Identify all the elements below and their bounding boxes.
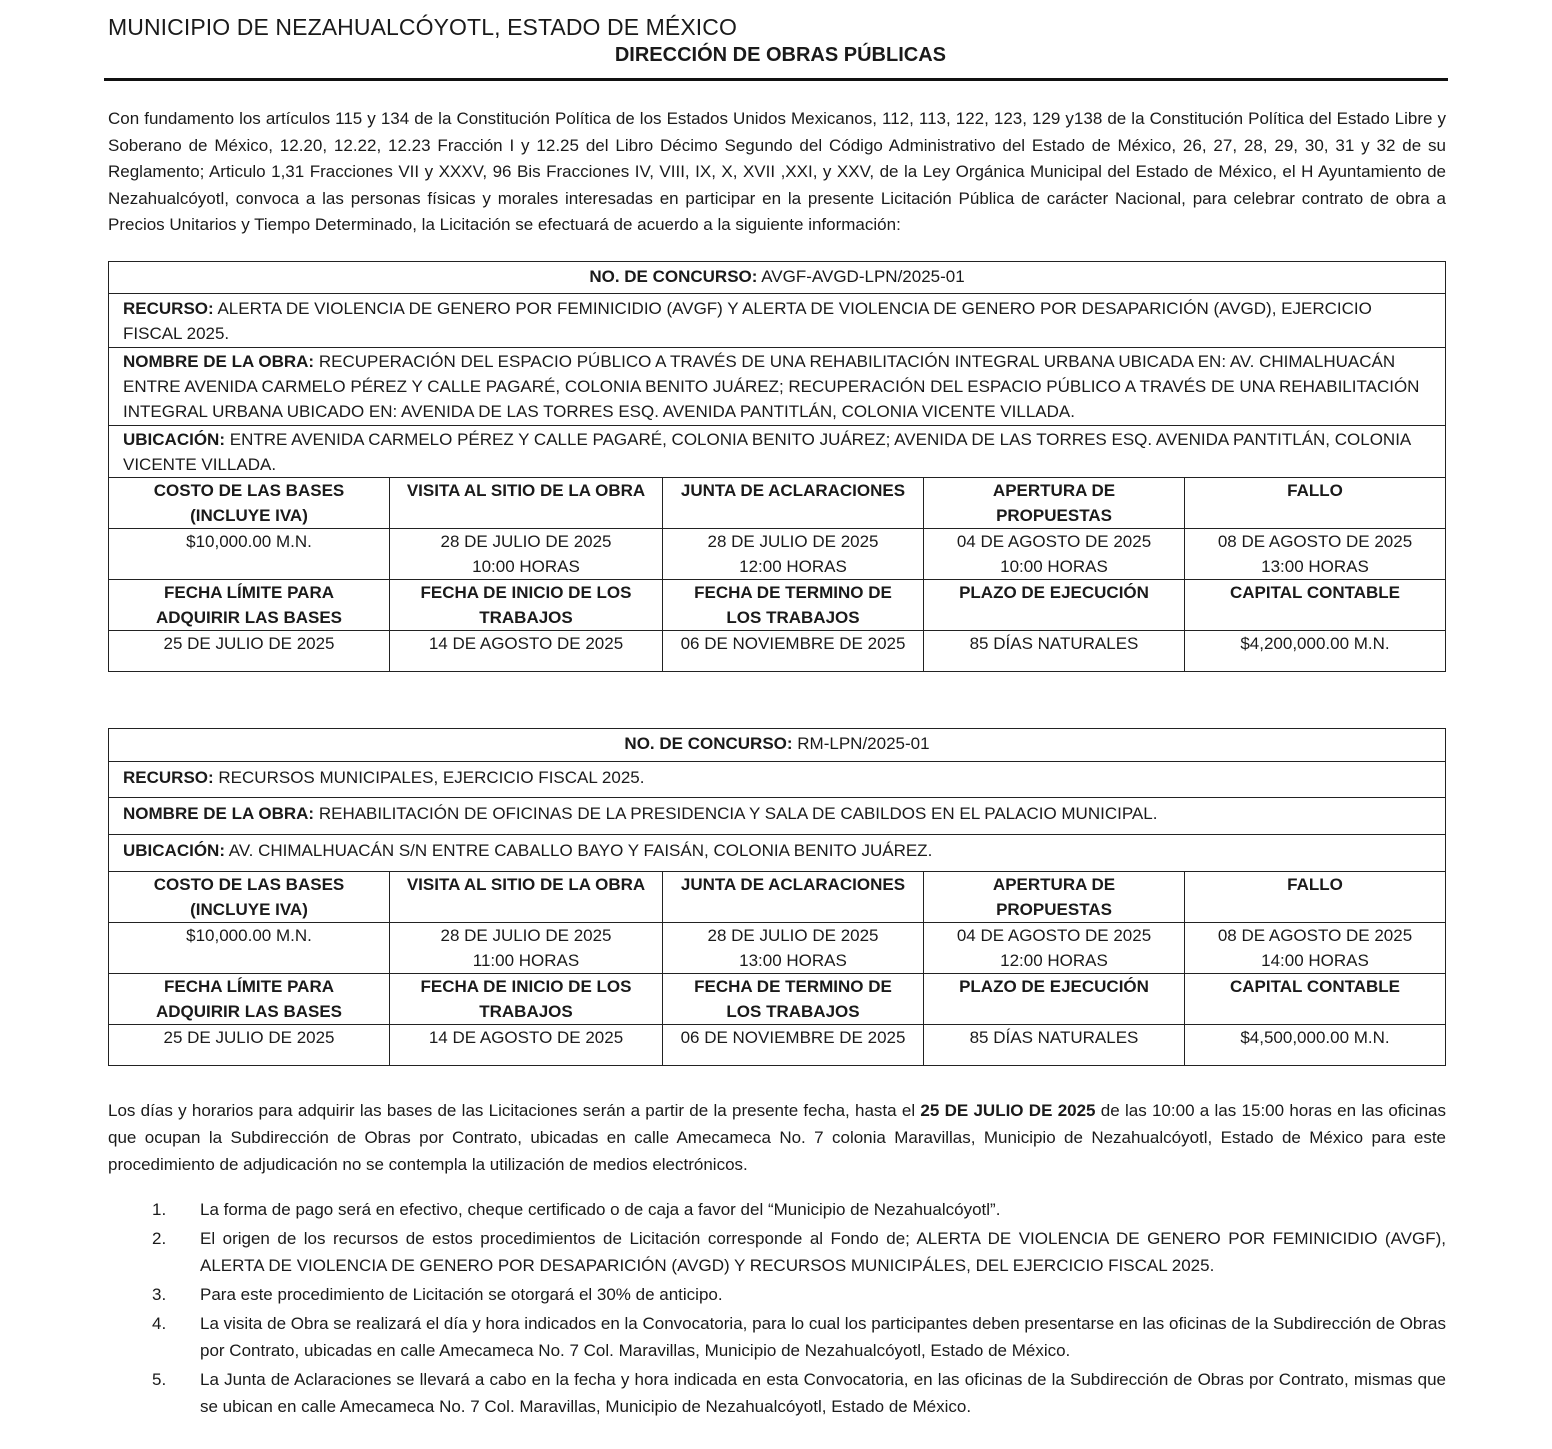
header-limite: FECHA LÍMITE PARA ADQUIRIR LAS BASES [109,974,390,1025]
value-capital: $4,500,000.00 M.N. [1185,1025,1446,1066]
value-visita: 28 DE JULIO DE 2025 10:00 HORAS [390,529,663,580]
header-apertura: APERTURA DE PROPUESTAS [924,872,1185,923]
department-title: DIRECCIÓN DE OBRAS PÚBLICAS [614,44,946,66]
recurso-cell: RECURSO: RECURSOS MUNICIPALES, EJERCICIO FISCAL 2025. [109,762,1446,798]
ubicacion-text: ENTRE AVENIDA CARMELO PÉREZ Y CALLE PAGARÉ, COLONIA BENITO JUÁREZ; AVENIDA DE LAS TORRES ESQ. AVENIDA PANTITLÁN, COLONIA VICENTE VILLADA. [123,430,1411,474]
document-header [108,12,1446,68]
obra-name-text: RECUPERACIÓN DEL ESPACIO PÚBLICO A TRAVÉS DE UNA REHABILITACIÓN INTEGRAL URBANA UBICADA EN: AV. CHIMALHUACÁN ENTRE AVENIDA CARMELO PÉREZ Y CALLE PAGARÉ, COLONIA BENITO JUÁREZ; RECUPERACIÓN DEL ESPACIO PÚBLICO A TRAVÉS DE UNA REHABILITACIÓN INTEGRAL URBANA UBICADO EN: AVENIDA DE LAS TORRES ESQ. AVENIDA PANTITLÁN, COLONIA VICENTE VILLADA. [123,352,1420,421]
list-item: 5. La Junta de Aclaraciones se llevará a cabo en la fecha y hora indicada en esta Convocatoria, en las oficinas de la Subdirección de Obras por Contrato, mismas que se ubican en calle Amecameca No. 7 Col. Maravillas, Municipio de Nezahualcóyotl, Estado de México. [152,1370,1446,1416]
obra-name-text: REHABILITACIÓN DE OFICINAS DE LA PRESIDENCIA Y SALA DE CABILDOS EN EL PALACIO MUNICIPAL. [318,804,1158,823]
concurso-table-2 [108,728,1446,1066]
header-junta: JUNTA DE ACLARACIONES [663,478,924,529]
value-limite: 25 DE JULIO DE 2025 [109,1025,390,1066]
value-apertura: 04 DE AGOSTO DE 2025 12:00 HORAS [924,923,1185,974]
concurso-number-cell: NO. DE CONCURSO: RM-LPN/2025-01 [109,729,1446,762]
header-visita: VISITA AL SITIO DE LA OBRA [390,872,663,923]
header-plazo: PLAZO DE EJECUCIÓN [924,974,1185,1025]
header-costo: COSTO DE LAS BASES (INCLUYE IVA) [109,872,390,923]
municipality-title: MUNICIPIO DE NEZAHUALCÓYOTL, ESTADO DE MÉXICO [108,14,737,40]
list-item: 2. El origen de los recursos de estos procedimientos de Licitación corresponde al Fondo de; ALERTA DE VIOLENCIA DE GENERO POR FEMINICIDIO (AVGF), ALERTA DE VIOLENCIA DE GENERO POR DESAPARICIÓN (AVGD) Y RECURSOS MUNICIPÁLES, DEL EJERCICIO FISCAL 2025. [152,1229,1446,1275]
list-item: 4. La visita de Obra se realizará el día y hora indicados en la Convocatoria, para lo cual los participantes deben presentarse en las oficinas de la Subdirección de Obras por Contrato, ubicadas en calle Amecameca No. 7 Col. Maravillas, Municipio de Nezahualcóyotl, Estado de México. [152,1314,1446,1360]
header-termino: FECHA DE TERMINO DE LOS TRABAJOS [663,580,924,631]
value-apertura: 04 DE AGOSTO DE 2025 10:00 HORAS [924,529,1185,580]
bases-deadline: 25 DE JULIO DE 2025 [920,1101,1096,1120]
value-fallo: 08 DE AGOSTO DE 2025 14:00 HORAS [1185,923,1446,974]
header-plazo: PLAZO DE EJECUCIÓN [924,580,1185,631]
header-fallo: FALLO [1185,872,1446,923]
header-apertura: APERTURA DE PROPUESTAS [924,478,1185,529]
ubicacion-text: AV. CHIMALHUACÁN S/N ENTRE CABALLO BAYO Y FAISÁN, COLONIA BENITO JUÁREZ. [228,841,933,860]
value-termino: 06 DE NOVIEMBRE DE 2025 [663,631,924,672]
header-inicio: FECHA DE INICIO DE LOS TRABAJOS [390,580,663,631]
concurso-number-cell: NO. DE CONCURSO: AVGF-AVGD-LPN/2025-01 [109,262,1446,294]
value-capital: $4,200,000.00 M.N. [1185,631,1446,672]
obra-name-cell: NOMBRE DE LA OBRA: RECUPERACIÓN DEL ESPACIO PÚBLICO A TRAVÉS DE UNA REHABILITACIÓN INTEGRAL URBANA UBICADA EN: AV. CHIMALHUACÁN ENTRE AVENIDA CARMELO PÉREZ Y CALLE PAGARÉ, COLONIA BENITO JUÁREZ; RECUPERACIÓN DEL ESPACIO PÚBLICO A TRAVÉS DE UNA REHABILITACIÓN INTEGRAL URBANA UBICADO EN: AVENIDA DE LAS TORRES ESQ. AVENIDA PANTITLÁN, COLONIA VICENTE VILLADA. [109,348,1446,426]
header-capital: CAPITAL CONTABLE [1185,580,1446,631]
value-inicio: 14 DE AGOSTO DE 2025 [390,631,663,672]
list-item: 1. La forma de pago será en efectivo, cheque certificado o de caja a favor del “Municipio de Nezahualcóyotl”. [152,1200,1001,1219]
ubicacion-cell: UBICACIÓN: ENTRE AVENIDA CARMELO PÉREZ Y CALLE PAGARÉ, COLONIA BENITO JUÁREZ; AVENIDA DE LAS TORRES ESQ. AVENIDA PANTITLÁN, COLONIA VICENTE VILLADA. [109,426,1446,478]
value-junta: 28 DE JULIO DE 2025 13:00 HORAS [663,923,924,974]
recurso-text: ALERTA DE VIOLENCIA DE GENERO POR FEMINICIDIO (AVGF) Y ALERTA DE VIOLENCIA DE GENERO POR DESAPARICIÓN (AVGD), EJERCICIO FISCAL 2025. [123,299,1372,343]
header-limite: FECHA LÍMITE PARA ADQUIRIR LAS BASES [109,580,390,631]
header-junta: JUNTA DE ACLARACIONES [663,872,924,923]
value-termino: 06 DE NOVIEMBRE DE 2025 [663,1025,924,1066]
recurso-text: RECURSOS MUNICIPALES, EJERCICIO FISCAL 2025. [218,768,645,787]
value-limite: 25 DE JULIO DE 2025 [109,631,390,672]
intro-paragraph: Con fundamento los artículos 115 y 134 de la Constitución Política de los Estados Unidos Mexicanos, 112, 113, 122, 123, 129 y138 de la Constitución Política del Estado Libre y Soberano de México, 12.20, 12.22, 12.23 Fracción I y 12.25 del Libro Décimo Segundo del Código Administrativo del Estado de México, 26, 27, 28, 29, 30, 31 y 32 de su Reglamento; Articulo 1,31 Fracciones VII y XXXV, 96 Bis Fracciones IV, VIII, IX, X, XVII ,XXI, y XXV, de la Ley Orgánica Municipal del Estado de México, el H Ayuntamiento de Nezahualcóyotl, convoca a las personas físicas y morales interesadas en participar en la presente Licitación Pública de carácter Nacional, para celebrar contrato de obra a Precios Unitarios y Tiempo Determinado, la Licitación se efectuará de acuerdo a la siguiente información: [108,109,1446,234]
header-capital: CAPITAL CONTABLE [1185,974,1446,1025]
header-termino: FECHA DE TERMINO DE LOS TRABAJOS [663,974,924,1025]
value-inicio: 14 DE AGOSTO DE 2025 [390,1025,663,1066]
list-item: 3. Para este procedimiento de Licitación se otorgará el 30% de anticipo. [152,1285,723,1304]
value-plazo: 85 DÍAS NATURALES [924,631,1185,672]
concurso-number: RM-LPN/2025-01 [797,734,930,753]
header-costo: COSTO DE LAS BASES (INCLUYE IVA) [109,478,390,529]
value-costo: $10,000.00 M.N. [109,529,390,580]
header-visita: VISITA AL SITIO DE LA OBRA [390,478,663,529]
header-inicio: FECHA DE INICIO DE LOS TRABAJOS [390,974,663,1025]
header-rule [104,78,1448,81]
value-costo: $10,000.00 M.N. [109,923,390,974]
value-fallo: 08 DE AGOSTO DE 2025 13:00 HORAS [1185,529,1446,580]
value-visita: 28 DE JULIO DE 2025 11:00 HORAS [390,923,663,974]
conditions-list [108,1196,1446,1422]
concurso-table-1 [108,261,1446,672]
recurso-cell: RECURSO: ALERTA DE VIOLENCIA DE GENERO POR FEMINICIDIO (AVGF) Y ALERTA DE VIOLENCIA DE GENERO POR DESAPARICIÓN (AVGD), EJERCICIO FISCAL 2025. [109,294,1446,348]
value-plazo: 85 DÍAS NATURALES [924,1025,1185,1066]
bases-info-paragraph: Los días y horarios para adquirir las bases de las Licitaciones serán a partir de la presente fecha, hasta el 25 DE JULIO DE 2025 de las 10:00 a las 15:00 horas en las oficinas que ocupan la Subdirección de Obras por Contrato, ubicadas en calle Amecameca No. 7 colonia Maravillas, Municipio de Nezahualcóyotl, Estado de México para este procedimiento de adjudicación no se contempla la utilización de medios electrónicos. [108,1101,1446,1174]
concurso-number: AVGF-AVGD-LPN/2025-01 [761,267,965,286]
header-fallo: FALLO [1185,478,1446,529]
obra-name-cell: NOMBRE DE LA OBRA: REHABILITACIÓN DE OFICINAS DE LA PRESIDENCIA Y SALA DE CABILDOS EN EL PALACIO MUNICIPAL. [109,798,1446,835]
value-junta: 28 DE JULIO DE 2025 12:00 HORAS [663,529,924,580]
ubicacion-cell: UBICACIÓN: AV. CHIMALHUACÁN S/N ENTRE CABALLO BAYO Y FAISÁN, COLONIA BENITO JUÁREZ. [109,835,1446,872]
